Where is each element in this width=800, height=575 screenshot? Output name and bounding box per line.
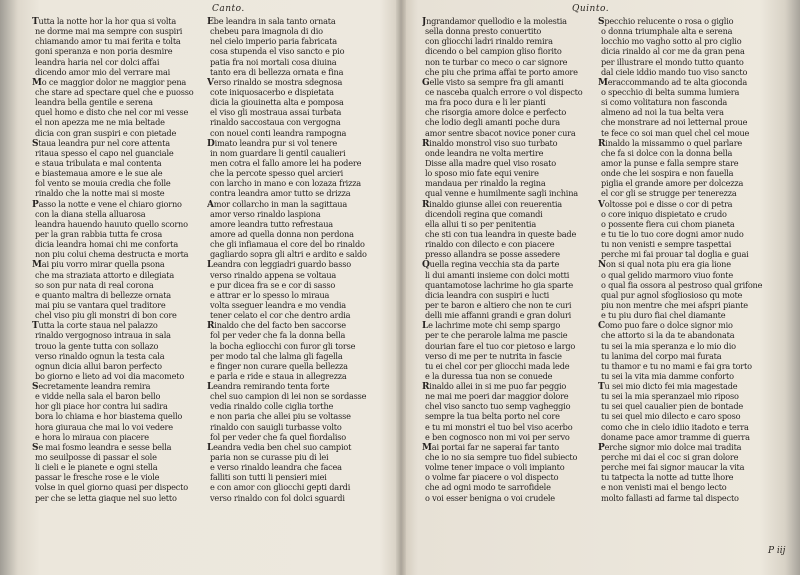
verse-line: Tutta la corte staua nel palazzo bbox=[32, 320, 158, 331]
verse-line: e con amor con gliocchi gepti dardi bbox=[210, 482, 351, 493]
verse-line: chel suo campion di lei non se sordasse bbox=[210, 391, 367, 402]
verse-line: como che in cielo idiio itadoto e terra bbox=[601, 421, 749, 432]
verse-line: dicia leandra homai chi me conforta bbox=[35, 239, 178, 250]
verse-line: si como volitatura non fasconda bbox=[601, 97, 728, 108]
verse-line: che fa si dolce con la donna bella bbox=[601, 147, 733, 158]
verse-line: piu non mentre che mei afspri piante bbox=[601, 299, 748, 310]
verse-line: men cotra el fallo amore lei ha podere bbox=[210, 157, 362, 168]
verse-line: nel cielo imperio paria fabricata bbox=[210, 36, 337, 47]
verse-line: amor verso rinaldo laspiona bbox=[210, 208, 321, 219]
verse-line: o qual gelido marmoro viuo fonte bbox=[601, 269, 733, 280]
verse-line: tener celato el cor che dentro ardia bbox=[210, 310, 351, 321]
verse-line: mai piu se vantara quel traditore bbox=[35, 299, 166, 310]
verse-line: gagliardo sopra gli altri e ardito e saldo bbox=[210, 249, 367, 260]
verse-line: o volme far piacere o vol dispecto bbox=[425, 472, 559, 483]
verse-line: per modo tal che lalma gli fagella bbox=[210, 350, 343, 361]
verse-line: e non venisti mai el bengo lecto bbox=[601, 482, 727, 493]
verse-line: ce nasceba qualch errore o vol dispecto bbox=[425, 86, 583, 97]
verse-line: tanto era di bellezza ornata e fina bbox=[210, 66, 344, 77]
verse-line: falliti son tutti li pensieri miei bbox=[210, 472, 327, 483]
verse-line: amor sentre sbacot novice poner cura bbox=[425, 127, 576, 138]
verse-line: Ebe leandra in sala tanto ornata bbox=[207, 16, 336, 27]
verse-line: che attorto si la da te abandonata bbox=[601, 330, 735, 341]
verse-line: con gliocchi ladri rinaldo remira bbox=[425, 36, 553, 47]
left-running-head: Canto. bbox=[212, 4, 245, 14]
verse-line: volme tener impace o voli impianto bbox=[425, 462, 565, 473]
verse-line: paria non se curasse piu di lei bbox=[210, 452, 329, 463]
verse-line: che io no sia sempre tuo fidel subiecto bbox=[425, 452, 578, 463]
verse-line: tu thamor e tu no mami e fai gra torto bbox=[601, 360, 752, 371]
verse-line: con la diana stella alluarosa bbox=[35, 208, 146, 219]
verse-line: Mai portai far ne saperai far tanto bbox=[422, 441, 559, 453]
verse-line: che stare ad spectare quel che e puosso bbox=[35, 86, 194, 97]
verse-line: per te che perarole lalma me pascie bbox=[425, 330, 568, 341]
left-column-2 bbox=[207, 16, 379, 503]
verse-line: per te baron e altiero che non te curi bbox=[425, 299, 572, 310]
verse-line: e hora lo miraua con piacere bbox=[35, 431, 149, 442]
verse-line: cote iniquosacerbo e dispietata bbox=[210, 86, 334, 97]
verse-line: rinaldo con dilecto e con piacere bbox=[425, 239, 555, 250]
verse-line: quantamotose lachrime ho gia sparte bbox=[425, 279, 574, 290]
verse-line: non piu colui chema destructa e morta bbox=[35, 249, 189, 260]
verse-line: tu sei la mia speranza e lo mio dio bbox=[601, 340, 736, 351]
verse-line: e ben cognosco non mi voi per servo bbox=[425, 431, 570, 442]
verse-line: e vidde nella sala el baron bello bbox=[35, 391, 161, 402]
verse-line: chiamando amor tu mai ferita e tolta bbox=[35, 36, 181, 47]
verse-line: ritaua spesso el capo nel guanciale bbox=[35, 147, 174, 158]
verse-line: Como puo fare o dolce signor mio bbox=[598, 320, 733, 331]
verse-line: mo seuilposse di passar el sole bbox=[35, 452, 157, 463]
verse-line: delli mie affanni grandi e gran doluri bbox=[425, 310, 572, 321]
verse-line: tu lanima del corpo mai furata bbox=[601, 350, 722, 361]
verse-line: piglia el grande amore per dolcezza bbox=[601, 178, 744, 189]
verse-line: fol per veder che fa la donna bella bbox=[210, 330, 346, 341]
verse-line: Jngrandamor quellodio e la molestia bbox=[422, 16, 567, 27]
verse-line: onde leandra ne volta mertire bbox=[425, 147, 544, 158]
verse-line: che gli infiamaua el core del bo rinaldo bbox=[210, 239, 365, 250]
verse-line: che la percote spesso quel arcieri bbox=[210, 168, 344, 179]
verse-line: Perche signor mio dolce mai tradita bbox=[598, 441, 742, 453]
verse-line: patia fra noi mortali cosa diuina bbox=[210, 56, 337, 67]
verse-line: non te turbar co meco o car signore bbox=[425, 56, 568, 67]
verse-line: o voi esser benigna o voi crudele bbox=[425, 492, 555, 503]
verse-line: bo giorno e lieto ad voi dia macometo bbox=[35, 370, 185, 381]
verse-line: Mai piu vorro mirar quella psona bbox=[32, 259, 165, 270]
verse-line: Leandra remirando tenta forte bbox=[207, 381, 330, 392]
verse-line: te fece co soi man quel chel cel moue bbox=[601, 127, 750, 138]
verse-line: presso allandra se posse assedere bbox=[425, 249, 560, 260]
verse-line: Dimato leandra pur si vol tenere bbox=[207, 137, 337, 148]
verse-line: con larcho in mano e con lozaza frizza bbox=[210, 178, 361, 189]
verse-line: leandra haria nel cor dolci affai bbox=[35, 56, 160, 67]
right-page bbox=[400, 0, 800, 575]
verse-line: rinaldo che la notte mai si moste bbox=[35, 188, 165, 199]
verse-line: perche mi dai el coc si gran dolore bbox=[601, 452, 739, 463]
verse-line: sella donna presto conuertito bbox=[425, 26, 542, 37]
verse-line: la bocha egliocchi con furor gli torse bbox=[210, 340, 356, 351]
verse-line: che risorgia amore dolce e perfecto bbox=[425, 107, 567, 118]
verse-line: e staua tribulata e mal contenta bbox=[35, 157, 162, 168]
verse-line: e tu mi monstri el tuo bel viso acerbo bbox=[425, 421, 573, 432]
verse-line: o qual fia ossora al pestroso qual grifone bbox=[601, 279, 763, 290]
right-column-1 bbox=[422, 16, 594, 503]
verse-line: Voltosse poi e disse o cor di petra bbox=[598, 198, 733, 209]
verse-line: doname pace amor tramme di guerra bbox=[601, 431, 750, 442]
verse-line: verso rinaldo ognun la testa cala bbox=[35, 350, 165, 361]
verse-line: per la gran rabbia tutta fe crosa bbox=[35, 228, 163, 239]
verse-line: Verso rinaldo se mostra sdegnosa bbox=[207, 76, 343, 87]
verse-line: Gelle visto sa sempre fra gli amanti bbox=[422, 76, 564, 87]
verse-line: bora lo chiama e hor biastema quello bbox=[35, 411, 183, 422]
verse-line: li dui amanti insieme con dolci motti bbox=[425, 269, 570, 280]
verse-line: con nouel conti leandra rampogna bbox=[210, 127, 347, 138]
verse-line: tu tatpecta la notte ad tutte lhore bbox=[601, 472, 734, 483]
verse-line: qual venne e humilmente sagli inchina bbox=[425, 188, 578, 199]
verse-line: leandra bella gentile e serena bbox=[35, 97, 153, 108]
verse-line: Secretamente leandra remira bbox=[32, 381, 151, 392]
verse-line: Le lachrime mote chi semp spargo bbox=[422, 320, 561, 331]
verse-line: e la duressa tua non se conuede bbox=[425, 370, 553, 381]
verse-line: Rinaldo che del facto ben saccorse bbox=[207, 320, 346, 331]
verse-line: o donna triumphale alta e serena bbox=[601, 26, 733, 37]
verse-line: trouo la gente tutta con sollazo bbox=[35, 340, 159, 351]
verse-line: che monstrare ad noi letternal proue bbox=[601, 117, 748, 128]
verse-line: chel viso sancto tuo semp vagheggio bbox=[425, 401, 571, 412]
verse-line: o specchio di belta summa lumiera bbox=[601, 86, 740, 97]
verse-line: Staua leandra pur nel core attenta bbox=[32, 137, 170, 148]
verse-line: so son pur nata di real corona bbox=[35, 279, 154, 290]
verse-line: per che se letta giaque nel suo letto bbox=[35, 492, 177, 503]
verse-line: e biastemaua amore e le sue ale bbox=[35, 168, 163, 179]
verse-line: e verso rinaldo leandra che facea bbox=[210, 462, 342, 473]
verse-line: perche mi fai prouar tal doglia e guai bbox=[601, 249, 749, 260]
verse-line: ne dorme mai ma sempre con suspiri bbox=[35, 26, 183, 37]
verse-line: e finger non curare quella bellezza bbox=[210, 360, 348, 371]
verse-line: molto fallasti ad farme tal dispecto bbox=[601, 492, 739, 503]
verse-line: onde che lei sospira e non fauella bbox=[601, 168, 734, 179]
verse-line: dicia la giouinetta alta e pomposa bbox=[210, 97, 344, 108]
verse-line: Tutta la notte hor la hor qua si volta bbox=[32, 16, 177, 27]
verse-line: che lodio degli amanti poche dura bbox=[425, 117, 560, 128]
verse-line: Tu sei mio dicto fei mia magestade bbox=[598, 381, 738, 392]
verse-line: e quanto maltra di bellezze ornata bbox=[35, 289, 171, 300]
left-column-1 bbox=[32, 16, 204, 503]
verse-line: Leandra vedia ben chel suo campiot bbox=[207, 441, 352, 453]
verse-line: e non paria che allei piu se voltasse bbox=[210, 411, 351, 422]
verse-line: in nom guardare li gentil caualieri bbox=[210, 147, 346, 158]
verse-line: dicia con gran suspiri e con pietade bbox=[35, 127, 177, 138]
verse-line: e attrar er lo spesso lo miraua bbox=[210, 289, 330, 300]
verse-line: qual pur agnol sfogliosioso qu mote bbox=[601, 289, 743, 300]
verse-line: rinaldo vergognoso intraua in sala bbox=[35, 330, 171, 341]
verse-line: che ma straziata attorto e dilegiata bbox=[35, 269, 175, 280]
right-column-2 bbox=[598, 16, 770, 503]
verse-line: verso rinaldo appena se voltaua bbox=[210, 269, 337, 280]
verse-line: fol vento se mouia credia che folle bbox=[35, 178, 171, 189]
verse-line: e pur dicea fra se e cor di sasso bbox=[210, 279, 336, 290]
verse-line: dal ciele iddio mando tuo viso sancto bbox=[601, 66, 748, 77]
verse-line: cosa stupenda el viso sancto e pio bbox=[210, 46, 345, 57]
verse-line: goni speranza e non poria desmire bbox=[35, 46, 173, 57]
verse-line: tu sei quel mio dilecto e caro sposo bbox=[601, 411, 741, 422]
verse-line: mandaua per rinaldo la regina bbox=[425, 178, 546, 189]
verse-line: tu sei la mia speranzael mio riposo bbox=[601, 391, 739, 402]
verse-line: Rinaldo giunse allei con reuerentia bbox=[422, 198, 562, 209]
verse-line: el non apezza me ne mia beltade bbox=[35, 117, 165, 128]
verse-line: leandra hauendo hauuto quello scorno bbox=[35, 218, 188, 229]
signature-mark: P iij bbox=[768, 546, 786, 556]
verse-line: el cor gli se strugge per tenerezza bbox=[601, 188, 737, 199]
verse-line: per illustrare el mondo tutto quanto bbox=[601, 56, 744, 67]
verse-line: volse in quel giorno quasi per dispecto bbox=[35, 482, 188, 493]
verse-line: Quella regina vecchia sta da parte bbox=[422, 259, 560, 270]
verse-line: perche mei fai signor maucar la vita bbox=[601, 462, 745, 473]
verse-line: Leandra con leggiadri guardo basso bbox=[207, 259, 351, 270]
verse-line: volta sseguer leandra e mo vendia bbox=[210, 299, 346, 310]
verse-line: chebeu para imagnola di dio bbox=[210, 26, 323, 37]
verse-line: che ad ogni modo te sarrofidele bbox=[425, 482, 551, 493]
verse-line: vedia rinaldo colle ciglia torthe bbox=[210, 401, 334, 412]
verse-line: ognun dicia allui baron perfecto bbox=[35, 360, 162, 371]
verse-line: ella allui ti so per penitentia bbox=[425, 218, 537, 229]
verse-line: lo sposo mio fate equi venire bbox=[425, 168, 539, 179]
verse-line: o core iniquo dispietato e crudo bbox=[601, 208, 727, 219]
verse-line: Specchio relucente o rosa o giglio bbox=[598, 16, 734, 27]
verse-line: hora giuraua che mai lo voi vedere bbox=[35, 421, 173, 432]
verse-line: locchio mo vagho sotto al pro ciglio bbox=[601, 36, 742, 47]
verse-line: e tu tie lo tuo core dogni amor nudo bbox=[601, 228, 744, 239]
verse-line: e tu piu duro fiai chel diamante bbox=[601, 310, 726, 321]
verse-line: ma fra poco dura e li ler pianti bbox=[425, 97, 546, 108]
verse-line: chel viso piu gli monstri di bon core bbox=[35, 310, 177, 321]
verse-line: li cieli e le pianete e ogni stella bbox=[35, 462, 158, 473]
verse-line: amore leandra tutto refrestaua bbox=[210, 218, 333, 229]
verse-line: tu non venisti e sempre taspettai bbox=[601, 239, 732, 250]
verse-line: amore ad quella donna non perdona bbox=[210, 228, 354, 239]
verse-line: che sti con tua leandra in queste bade bbox=[425, 228, 577, 239]
verse-line: Rinaldo monstrol viso suo turbato bbox=[422, 137, 558, 148]
verse-line: dourian fare el tuo cor pietoso e largo bbox=[425, 340, 576, 351]
verse-line: passar le fresche rose e le viole bbox=[35, 472, 160, 483]
verse-line: quel homo e disto che nel cor mi vesse bbox=[35, 107, 189, 118]
verse-line: verso rinaldo con fol dolci sguardi bbox=[210, 492, 345, 503]
verse-line: Disse alla madre quel viso rosato bbox=[425, 157, 556, 168]
verse-line: almeno ad noi la tua belta vera bbox=[601, 107, 724, 118]
verse-line: tu ei chel cor per gliocchi mada lede bbox=[425, 360, 570, 371]
verse-line: el viso gli mostraua assai turbata bbox=[210, 107, 342, 118]
verse-line: Rinaldo allei in si me puo far peggio bbox=[422, 381, 567, 392]
verse-line: Mo ce maggior dolor ne maggior pena bbox=[32, 76, 187, 87]
right-running-head: Quinto. bbox=[572, 4, 610, 14]
verse-line: tu sei la vita mia damme conforto bbox=[601, 370, 734, 381]
verse-line: dicendo amor mio del verrare mai bbox=[35, 66, 171, 77]
verse-line: sempre la tua belta porto nel core bbox=[425, 411, 560, 422]
verse-line: contra leandra amor tutto se drizza bbox=[210, 188, 351, 199]
verse-line: ne mai me poeri dar maggior dolore bbox=[425, 391, 569, 402]
verse-line: Rinaldo la missammo o quel parlare bbox=[598, 137, 743, 148]
verse-line: che piu che prima affai te porto amore bbox=[425, 66, 578, 77]
verse-line: rinaldo con sauigli turbasse volto bbox=[210, 421, 342, 432]
verse-line: dicia leandra con suspiri e lucti bbox=[425, 289, 550, 300]
verse-line: Se mai fosmo leandra e sesse bella bbox=[32, 441, 172, 453]
verse-line: amor la punse e falla sempre stare bbox=[601, 157, 739, 168]
verse-line: tu sei quel caualier pien de bontade bbox=[601, 401, 744, 412]
verse-line: Meraccommando ad te alta gioconda bbox=[598, 76, 747, 87]
verse-line: hor gli piace hor contra lui sadira bbox=[35, 401, 168, 412]
verse-line: o possente fiera cui chom pianeta bbox=[601, 218, 735, 229]
verse-line: Non si qual nota piu era gia lione bbox=[598, 259, 731, 270]
verse-line: rinaldo saccostaua con vergogna bbox=[210, 117, 341, 128]
verse-line: dicia rinaldo al cor me da gran pena bbox=[601, 46, 745, 57]
verse-line: Amor collarcho in man la sagittaua bbox=[207, 198, 348, 209]
verse-line: dicendoli regina que comandi bbox=[425, 208, 543, 219]
verse-line: Passo la notte e vene el chiaro giorno bbox=[32, 198, 182, 209]
verse-line: dicendo o bel campion gliso fiorito bbox=[425, 46, 562, 57]
verse-line: e parla e ride e staua in allegrezza bbox=[210, 370, 347, 381]
verse-line: verso di me per te nutrita in fascie bbox=[425, 350, 562, 361]
verse-line: fol per veder che fa quel fiordaliso bbox=[210, 431, 347, 442]
